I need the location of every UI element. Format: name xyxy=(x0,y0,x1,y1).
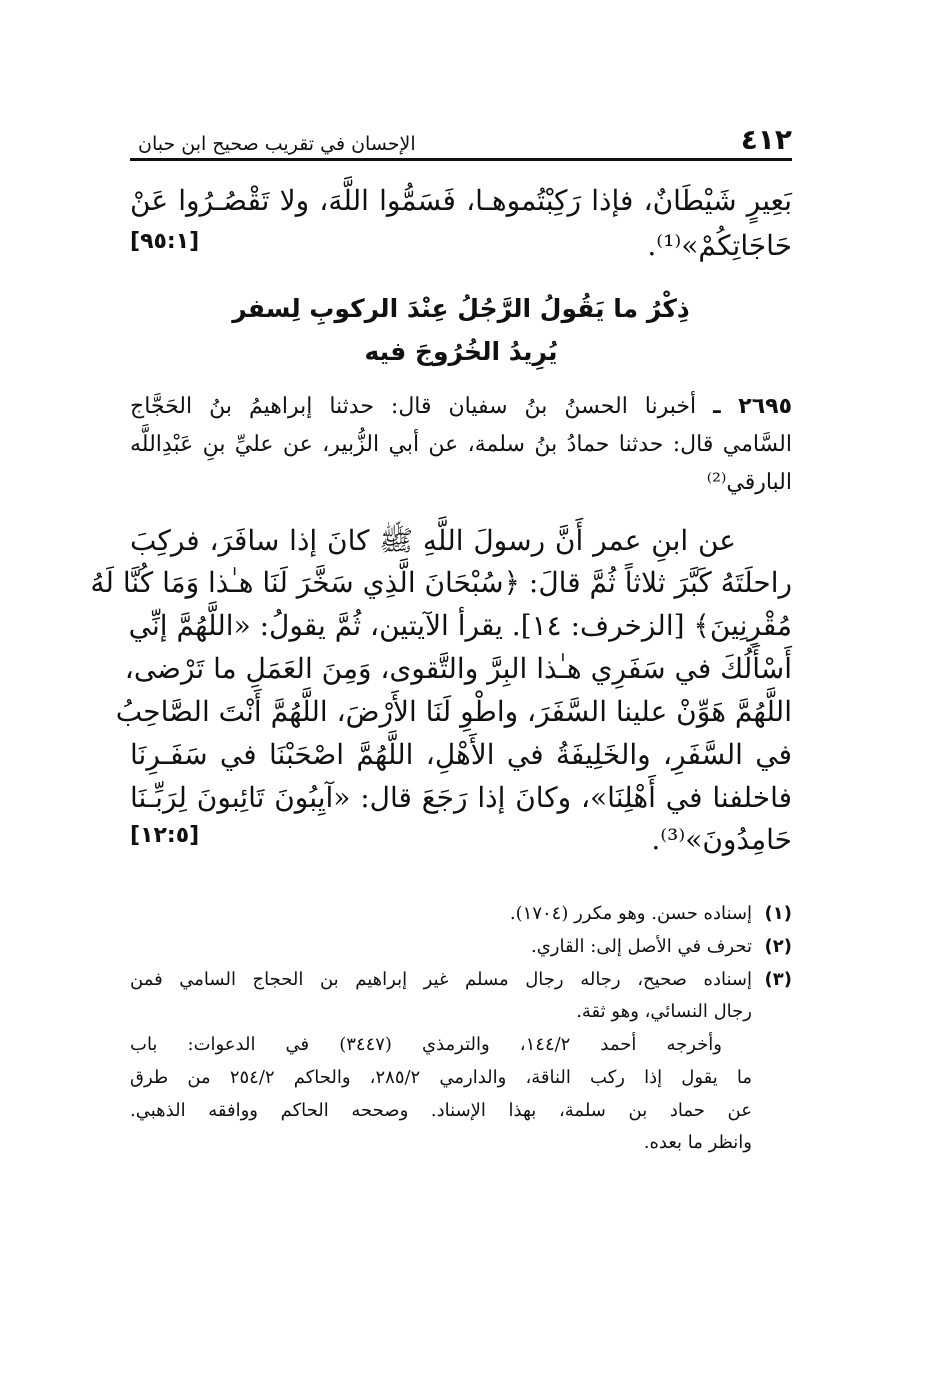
citation-reference: [١٢:٥] xyxy=(130,823,200,849)
isnad-line: البارقي⁽²⁾ xyxy=(706,469,792,495)
matn-line-with-citation xyxy=(130,819,792,862)
footnote-3 xyxy=(130,964,792,1030)
footnote-number: (٢) xyxy=(764,935,792,957)
running-title: الإحسان في تقريب صحيح ابن حبان xyxy=(138,133,416,155)
footnote-line: إسناده صحيح، رجاله رجال مسلم غير إبراهيم بن الحجاج السامي فمن xyxy=(130,968,752,990)
footnote-paragraph xyxy=(130,1029,792,1160)
text-line: حَاجَاتِكُمْ»⁽¹⁾. xyxy=(647,228,792,262)
section-heading xyxy=(130,287,792,375)
footnote-1 xyxy=(130,898,792,931)
footnote-number: (١) xyxy=(764,903,792,925)
page-number: ٤١٢ xyxy=(740,123,792,156)
book-page xyxy=(90,110,792,1160)
matn-line: راحلَتَهُ كَبَّرَ ثلاثاً ثُمَّ قالَ: ﴿سُبْحَانَ الَّذِي سَخَّرَ لَنَا هـٰذا وَمَا كُنَّا لَهُ xyxy=(90,566,792,600)
footnote-line: رجال النسائي، وهو ثقة. xyxy=(576,1001,752,1023)
footnote-line: ما يقول إذا ركب الناقة، والدارمي ٢٨٥/٢، والحاكم ٢٥٤/٢ من طرق xyxy=(130,1066,752,1088)
footnotes xyxy=(130,898,792,1160)
section-heading-line: يُرِيدُ الخُرُوجَ فيه xyxy=(364,337,558,367)
matn-line: في السَّفَرِ، والخَلِيفَةُ في الأَهْلِ، اللَّهُمَّ اصْحَبْنَا في سَفَـرِنَا xyxy=(130,737,792,771)
hadith-isnad xyxy=(130,388,792,501)
citation-reference: [٩٥:١] xyxy=(130,228,200,254)
page-header xyxy=(130,110,792,161)
hadith-number: ٢٦٩٥ ـ xyxy=(713,394,792,420)
footnote-2 xyxy=(130,931,792,964)
hadith-matn xyxy=(90,520,792,863)
footnote-line: وانظر ما بعده. xyxy=(643,1132,752,1154)
matn-line: مُقْرِنِينَ﴾ [الزخرف: ١٤]. يقرأ الآيتين، ثُمَّ يقولُ: «اللَّهُمَّ إنِّي xyxy=(128,609,792,643)
matn-line: عن ابنِ عمر أَنَّ رسولَ اللَّهِ ﷺ كانَ إذا سافَرَ، فركِبَ xyxy=(130,523,736,557)
isnad-line xyxy=(130,388,792,426)
isnad-text: أخبرنا الحسنُ بنُ سفيان قال: حدثنا إبراهيمُ بنُ الحَجَّاج xyxy=(130,394,697,420)
footnote-line: عن حماد بن سلمة، بهذا الإسناد. وصححه الحاكم ووافقه الذهبي. xyxy=(130,1099,752,1121)
section-heading-line: ذِكْرُ ما يَقُولُ الرَّجُلُ عِنْدَ الركوبِ لِسفر xyxy=(232,293,690,323)
footnote-body xyxy=(130,964,752,1030)
matn-line: أَسْأَلُكَ في سَفَرِي هـٰذا البِرَّ والتَّقوى، وَمِنَ العَمَلِ ما تَرْضى، xyxy=(124,652,792,686)
footnote-text: تحرف في الأصل إلى: القاري. xyxy=(530,935,752,957)
matn-line: حَامِدُونَ»⁽³⁾. xyxy=(651,823,792,857)
footnote-number: (٣) xyxy=(764,968,792,990)
footnote-text: إسناده حسن. وهو مكرر (١٧٠٤). xyxy=(509,903,752,925)
footnote-line: وأخرجه أحمد ١٤٤/٢، والترمذي (٣٤٤٧) في الدعوات: باب xyxy=(130,1034,722,1056)
matn-line: اللَّهُمَّ هَوِّنْ علينا السَّفَرَ، واطْوِ لَنَا الأَرْضَ، اللَّهُمَّ أَنْتَ الصَّاحِبُ xyxy=(115,694,792,728)
isnad-line: السَّامي قال: حدثنا حمادُ بنُ سلمة، عن أبي الزُّبير، عن عليِّ بنِ عَبْدِاللَّه xyxy=(130,431,792,457)
matn-line: فاخلفنا في أَهْلِنَا»، وكانَ إذا رَجَعَ قال: «آيِبُونَ تَائِبونَ لِرَبِّـنَا xyxy=(130,780,792,814)
continued-hadith-text xyxy=(130,179,792,269)
text-line: بَعِيرٍ شَيْطَانٌ، فإذا رَكِبْتُموهـا، فَسَمُّوا اللَّهَ، ولا تَقْصُـرُوا عَنْ xyxy=(130,184,792,217)
text-line-with-citation xyxy=(130,224,792,269)
